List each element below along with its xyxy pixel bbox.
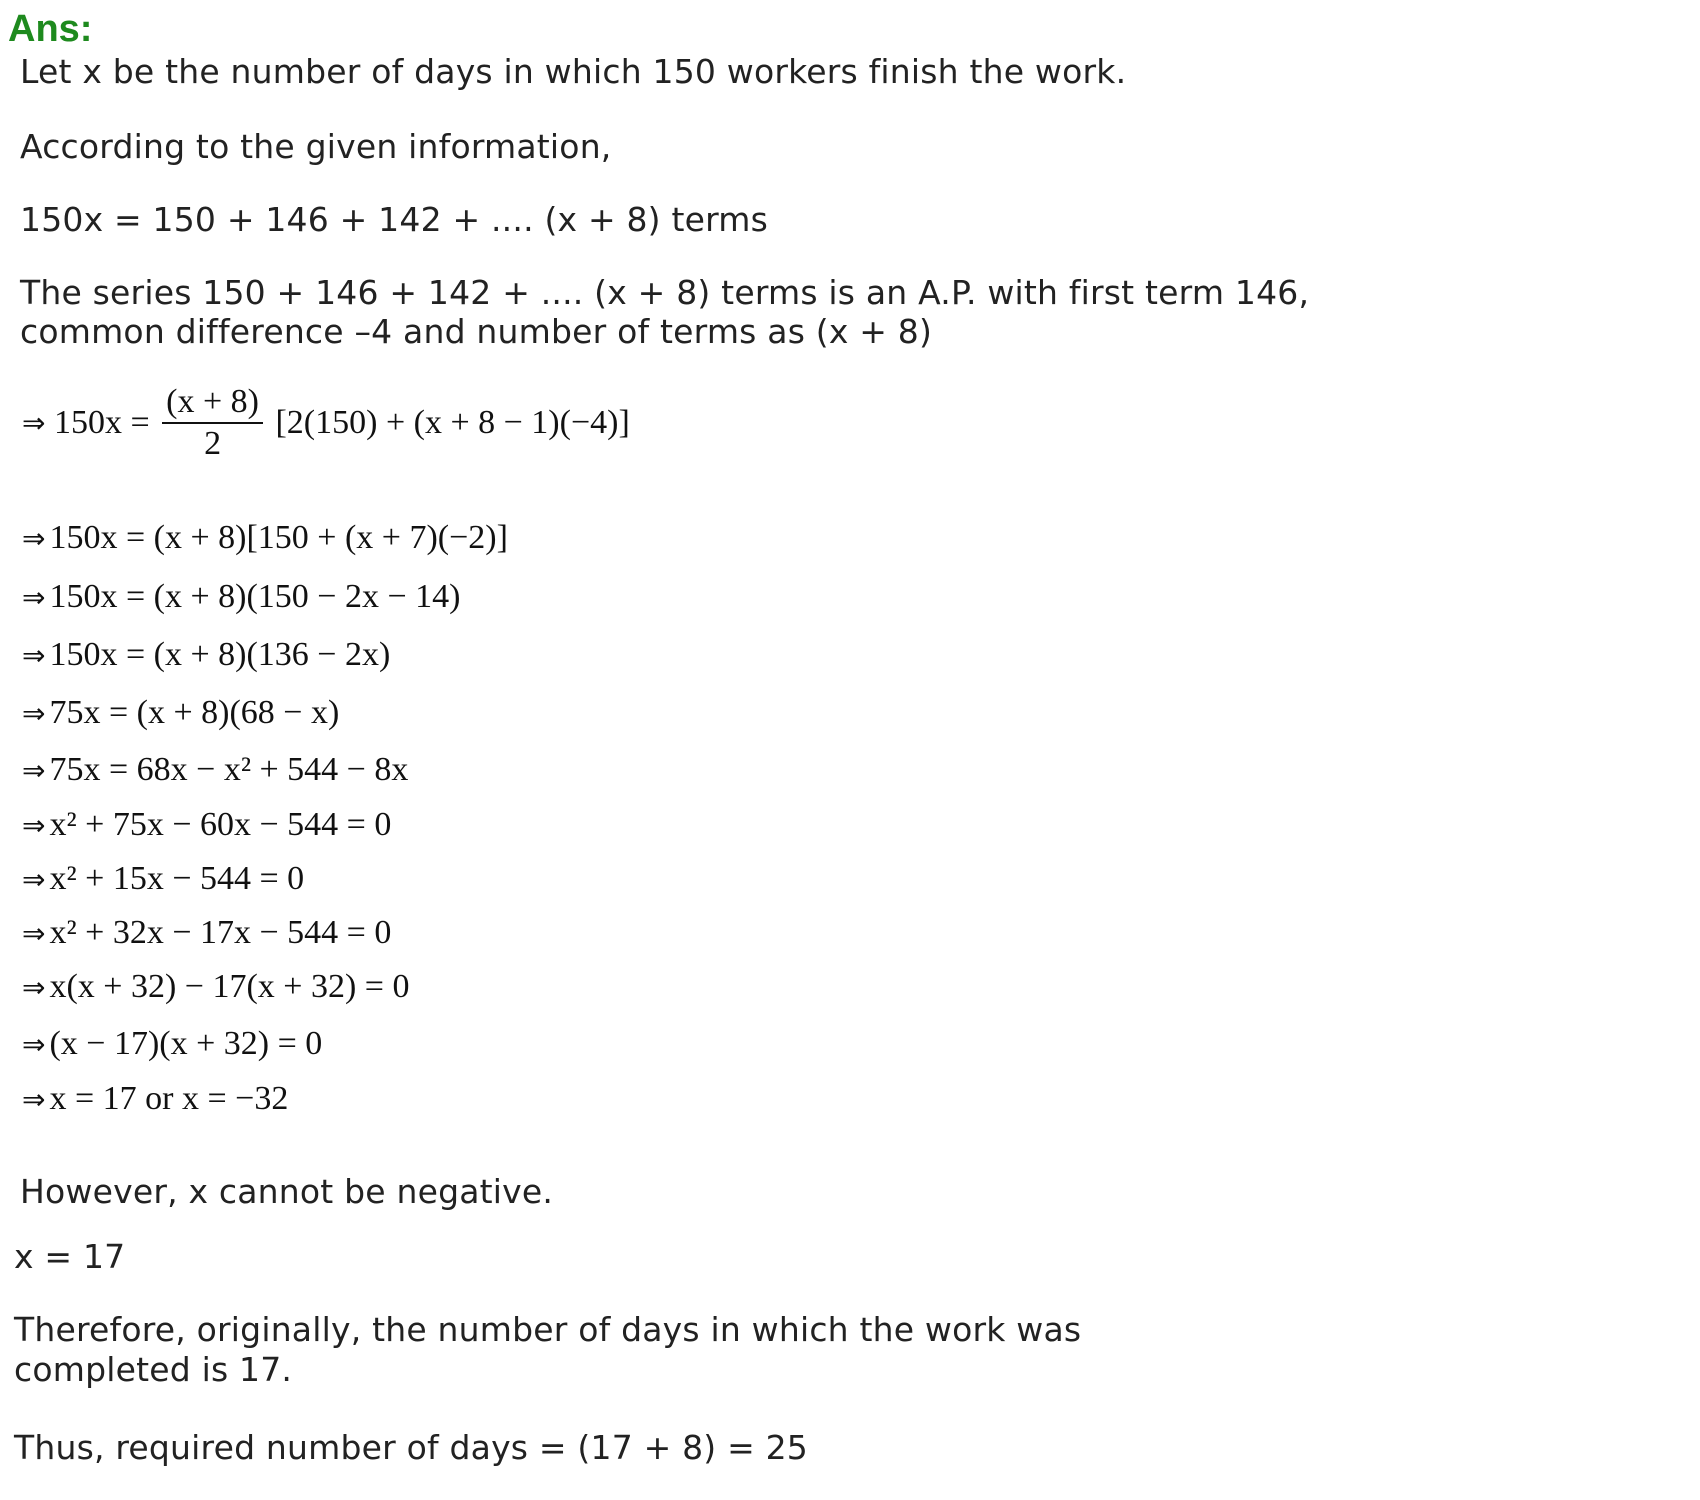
equation-text: x² + 32x − 17x − 544 = 0 xyxy=(49,914,392,951)
equation-step-1 xyxy=(22,382,630,464)
implies-arrow-icon: ⇒ xyxy=(22,863,46,896)
equation-step-4 xyxy=(22,636,390,674)
fraction-denominator: 2 xyxy=(204,425,222,462)
intro-line-3: 150x = 150 + 146 + 142 + .... (x + 8) terms xyxy=(20,200,769,239)
intro-line-4: The series 150 + 146 + 142 + .... (x + 8) terms is an A.P. with first term 146, xyxy=(20,273,1310,312)
equation-step-3 xyxy=(22,578,460,616)
equation-step-9 xyxy=(22,914,391,952)
equation-step-2 xyxy=(22,519,508,557)
equation-text: 75x = (x + 8)(68 − x) xyxy=(49,694,340,731)
fraction-numerator: (x + 8) xyxy=(162,382,263,424)
implies-arrow-icon: ⇒ xyxy=(22,1028,46,1061)
implies-arrow-icon: ⇒ xyxy=(22,754,46,787)
conclusion-line-2: x = 17 xyxy=(14,1237,126,1276)
conclusion-line-3: Therefore, originally, the number of days in which the work was xyxy=(14,1310,1082,1349)
equation-text: 150x = (x + 8)[150 + (x + 7)(−2)] xyxy=(49,519,508,556)
implies-arrow-icon: ⇒ xyxy=(22,581,46,614)
equation-text: x(x + 32) − 17(x + 32) = 0 xyxy=(49,968,410,1005)
implies-arrow-icon: ⇒ xyxy=(22,917,46,950)
equation-text: 150x = (x + 8)(136 − 2x) xyxy=(49,636,391,673)
implies-arrow-icon: ⇒ xyxy=(22,697,46,730)
conclusion-line-5: Thus, required number of days = (17 + 8) = 25 xyxy=(14,1428,809,1467)
answer-heading: Ans: xyxy=(8,8,93,50)
equation-lhs: 150x = xyxy=(53,404,150,441)
conclusion-line-1: However, x cannot be negative. xyxy=(20,1172,554,1211)
implies-arrow-icon: ⇒ xyxy=(22,971,46,1004)
equation-text: x² + 75x − 60x − 544 = 0 xyxy=(49,806,392,843)
implies-arrow-icon: ⇒ xyxy=(22,639,46,672)
equation-text: 150x = (x + 8)(150 − 2x − 14) xyxy=(49,578,461,615)
equation-text: (x − 17)(x + 32) = 0 xyxy=(49,1025,323,1062)
equation-text: x² + 15x − 544 = 0 xyxy=(49,860,305,897)
equation-step-11 xyxy=(22,1025,322,1063)
implies-arrow-icon: ⇒ xyxy=(22,1083,46,1116)
equation-text: x = 17 or x = −32 xyxy=(49,1080,289,1117)
equation-text: 75x = 68x − x² + 544 − 8x xyxy=(49,751,409,788)
implies-arrow-icon: ⇒ xyxy=(22,406,46,440)
implies-arrow-icon: ⇒ xyxy=(22,522,46,555)
equation-step-5 xyxy=(22,694,339,732)
intro-line-2: According to the given information, xyxy=(20,127,612,166)
equation-step-8 xyxy=(22,860,304,898)
equation-step-6 xyxy=(22,751,408,789)
intro-line-5: common difference –4 and number of terms as (x + 8) xyxy=(20,312,933,351)
implies-arrow-icon: ⇒ xyxy=(22,809,46,842)
equation-rhs: [2(150) + (x + 8 − 1)(−4)] xyxy=(275,404,630,441)
equation-step-10 xyxy=(22,968,409,1006)
intro-line-1: Let x be the number of days in which 150 workers finish the work. xyxy=(20,52,1127,91)
conclusion-line-4: completed is 17. xyxy=(14,1350,293,1389)
equation-step-7 xyxy=(22,806,391,844)
equation-step-12 xyxy=(22,1080,288,1118)
fraction xyxy=(162,382,263,464)
